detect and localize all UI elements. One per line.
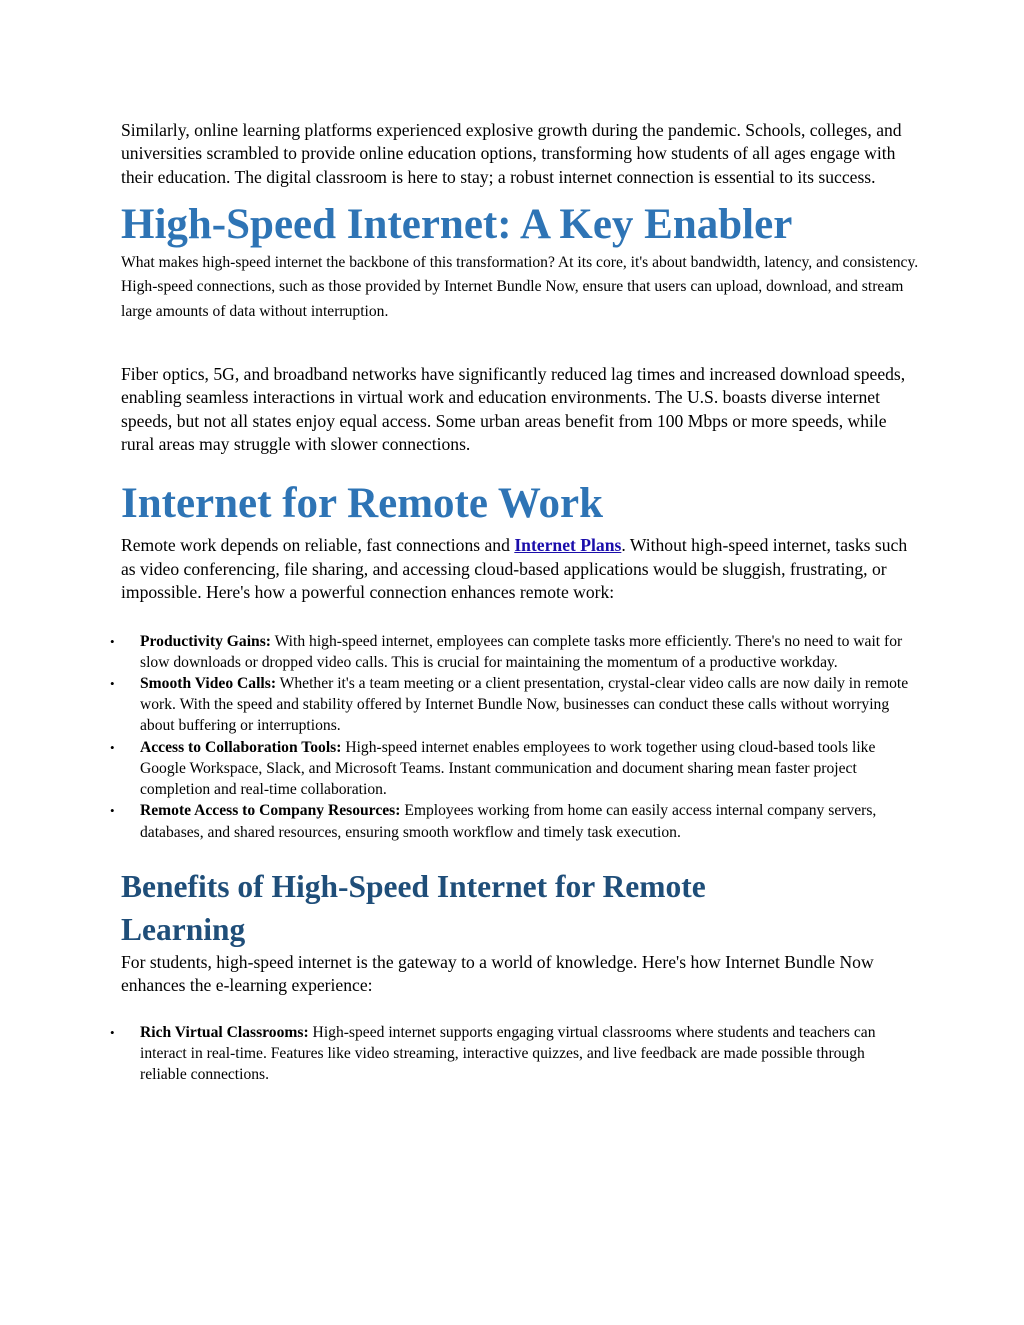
list-item-title: Productivity Gains: <box>140 632 271 650</box>
heading-remote-work: Internet for Remote Work <box>121 480 604 528</box>
bullet-icon: • <box>110 739 115 755</box>
list-item-text: High-speed internet enables employees to work together using cloud-based tools like Google Workspace, Slack, and Microsoft Teams. Instant communication and document sharing mean faster project completion and real-time collaboration. <box>140 738 876 799</box>
list-item-title: Remote Access to Company Resources: <box>140 802 401 820</box>
list-item <box>0 737 910 801</box>
list-item-text: Whether it's a team meeting or a client presentation, crystal-clear video calls are now daily in remote work. With the speed and stability offered by Internet Bundle Now, businesses can conduct these calls without worrying about buffering or interruptions. <box>140 675 909 735</box>
list-item-title: Smooth Video Calls: <box>140 675 277 693</box>
list-item <box>0 800 910 842</box>
remote-work-intro-end: . Without high-speed internet, tasks such as video conferencing, file sharing, and accessing cloud-based applications would be sluggish, frustrating, or impossible. Here's how a powerful connection enhances remote work: <box>121 535 908 603</box>
enabler-paragraph-2: Fiber optics, 5G, and broadband networks have significantly reduced lag times and increased download speeds, enabling seamless interactions in virtual work and education environments. The U.S. boasts diverse internet speeds, but not all states enjoy equal access. Some urban areas benefit from 100 Mbps or more speeds, while rural areas may struggle with slower connections. <box>121 363 906 455</box>
list-item-text: With high-speed internet, employees can complete tasks more efficiently. There's no need to wait for slow downloads or dropped video calls. This is crucial for maintaining the momentum of a productive workday. <box>140 632 903 671</box>
list-item-text: Employees working from home can easily access internal company servers, databases, and shared resources, ensuring smooth workflow and timely task execution. <box>140 802 877 841</box>
document-page <box>110 119 921 1085</box>
list-item <box>0 631 910 673</box>
bullet-icon: • <box>110 676 115 692</box>
remote-work-intro <box>121 534 921 604</box>
bullet-icon: • <box>110 1024 115 1040</box>
list-item <box>0 673 910 737</box>
bullet-icon: • <box>110 633 115 649</box>
bullet-icon: • <box>110 803 115 819</box>
intro-paragraph: Similarly, online learning platforms experienced explosive growth during the pandemic. Schools, colleges, and universities scrambled to provide online education options, transforming how students of all ages engage with their education. The digital classroom is here to stay; a robust internet connection is essential to its success. <box>121 120 902 187</box>
learning-list <box>110 1022 921 1086</box>
heading-key-enabler: High-Speed Internet: A Key Enabler <box>121 201 793 249</box>
internet-plans-link[interactable]: Internet Plans <box>514 535 622 556</box>
list-item <box>0 1022 910 1086</box>
enabler-paragraph-1: What makes high-speed internet the backbone of this transformation? At its core, it's about bandwidth, latency, and consistency. High-speed connections, such as those provided by Internet Bundle Now, ensure that users can upload, download, and stream large amounts of data without interruption. <box>121 254 919 320</box>
list-item-text: High-speed internet supports engaging virtual classrooms where students and teachers can interact in real-time. Features like video streaming, interactive quizzes, and live feedback are made possible through reliable connections. <box>140 1023 876 1083</box>
learning-paragraph: For students, high-speed internet is the gateway to a world of knowledge. Here's how Internet Bundle Now enhances the e-learning experience: <box>121 951 874 996</box>
remote-work-list <box>110 631 921 843</box>
list-item-title: Access to Collaboration Tools: <box>140 738 342 756</box>
list-item-title: Rich Virtual Classrooms: <box>140 1023 309 1041</box>
heading-remote-learning: Benefits of High-Speed Internet for Remote Learning <box>121 868 706 947</box>
remote-work-intro-start: Remote work depends on reliable, fast connections and <box>121 535 515 556</box>
